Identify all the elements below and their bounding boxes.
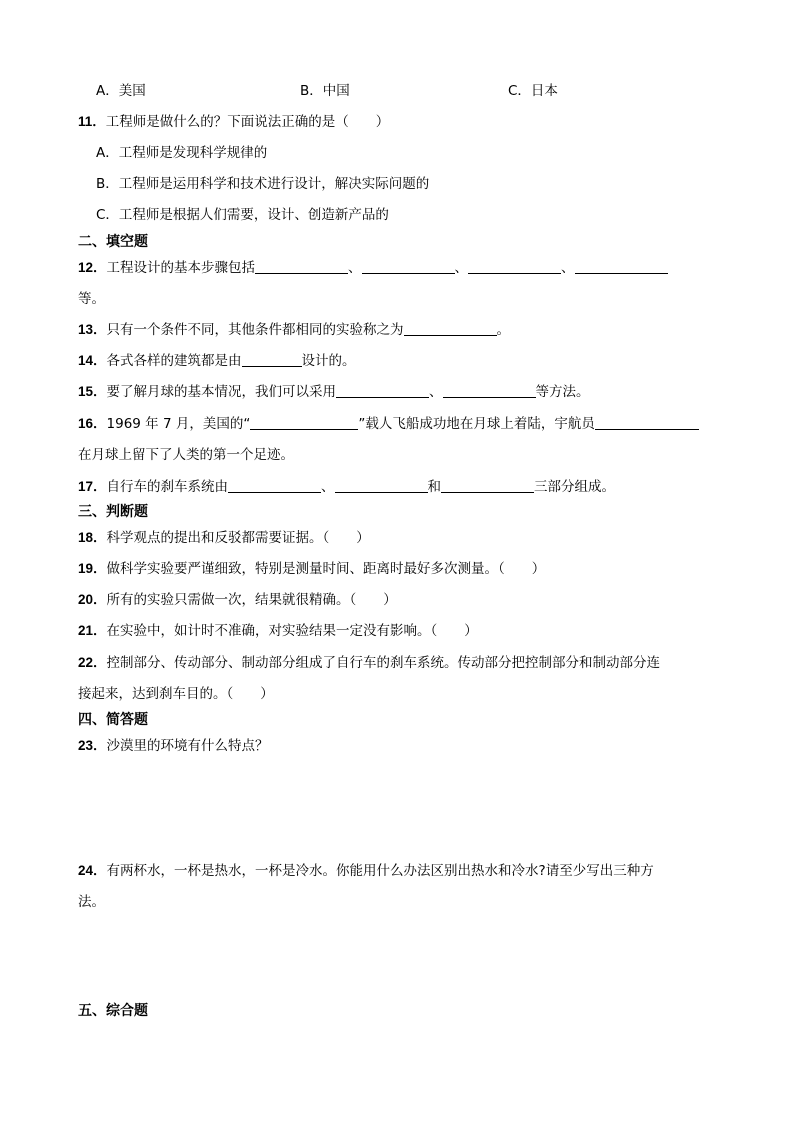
- answer-blank[interactable]: [242, 352, 302, 367]
- question-text: 有两杯水，一杯是热水，一杯是冷水。你能用什么办法区别出热水和冷水?请至少写出三种方: [106, 863, 654, 879]
- question-21: [78, 621, 478, 641]
- question-number: 19．: [78, 561, 107, 576]
- answer-blank[interactable]: [575, 259, 668, 274]
- question-number: 17．: [78, 479, 107, 494]
- separator: 、: [321, 479, 335, 495]
- question-13: [78, 320, 510, 340]
- answer-blank[interactable]: [250, 415, 358, 430]
- question-number: 22．: [78, 655, 107, 670]
- separator: 、: [429, 384, 443, 400]
- question-number: 11．: [78, 114, 106, 129]
- q10-option-a: A．美国: [96, 83, 146, 99]
- question-text: 要了解月球的基本情况，我们可以采用: [106, 384, 337, 400]
- question-text: 做科学实验要严谨细致，特别是测量时间、距离时最好多次测量。（ ）: [106, 561, 546, 577]
- conjunction: 和: [427, 479, 442, 495]
- question-16: [78, 414, 699, 434]
- answer-blank[interactable]: [595, 415, 699, 430]
- answer-blank[interactable]: [443, 383, 536, 398]
- question-number: 14．: [78, 353, 107, 368]
- question-number: 16．: [78, 416, 107, 431]
- question-17: [78, 477, 615, 497]
- question-12-continued: 等。: [78, 291, 105, 307]
- question-12: [78, 258, 668, 278]
- answer-blank[interactable]: [404, 321, 497, 336]
- answer-blank[interactable]: [335, 478, 428, 493]
- question-text: 只有一个条件不同，其他条件都相同的实验称之为: [106, 322, 404, 338]
- question-20: [78, 590, 397, 610]
- answer-blank[interactable]: [468, 259, 561, 274]
- question-24: [78, 861, 654, 881]
- question-text: 自行车的刹车系统由: [106, 479, 229, 495]
- q11-option-a: A．工程师是发现科学规律的: [96, 145, 268, 161]
- question-15: [78, 382, 590, 402]
- question-text-end: 。: [496, 322, 511, 338]
- q10-option-c: C．日本: [508, 83, 558, 99]
- question-19: [78, 559, 545, 579]
- question-text: 沙漠里的环境有什么特点？: [106, 738, 269, 754]
- answer-blank[interactable]: [441, 478, 534, 493]
- question-text: 科学观点的提出和反驳都需要证据。（ ）: [106, 530, 370, 546]
- question-number: 18．: [78, 530, 107, 545]
- answer-blank[interactable]: [336, 383, 429, 398]
- question-24-continued: 法。: [78, 894, 105, 910]
- answer-blank[interactable]: [362, 259, 455, 274]
- question-text-end: 等方法。: [535, 384, 590, 400]
- question-text: 各式各样的建筑都是由: [106, 353, 242, 369]
- answer-blank[interactable]: [228, 478, 321, 493]
- q11-option-c: C．工程师是根据人们需要，设计、创造新产品的: [96, 207, 389, 223]
- section-heading-true-false: 三、判断题: [78, 504, 148, 520]
- question-23: [78, 736, 269, 756]
- section-heading-comprehensive: 五、综合题: [78, 1003, 148, 1019]
- question-16-continued: 在月球上留下了人类的第一个足迹。: [78, 447, 294, 463]
- question-text: 控制部分、传动部分、制动部分组成了自行车的刹车系统。传动部分把控制部分和制动部分连: [106, 655, 661, 671]
- question-14: [78, 351, 356, 371]
- question-text-mid: ”载人飞船成功地在月球上着陆，宇航员: [358, 416, 595, 432]
- question-text: 1969 年 7 月，美国的“: [106, 416, 251, 432]
- question-11: [78, 112, 389, 132]
- question-22-continued: 接起来，达到刹车目的。（ ）: [78, 686, 274, 702]
- question-number: 24．: [78, 863, 107, 878]
- separator: 、: [348, 260, 362, 276]
- separator: 、: [561, 260, 575, 276]
- q11-option-b: B．工程师是运用科学和技术进行设计，解决实际问题的: [96, 176, 430, 192]
- question-text: 工程师是做什么的？下面说法正确的是（ ）: [105, 114, 390, 130]
- question-number: 21．: [78, 623, 107, 638]
- question-text-end: 设计的。: [301, 353, 356, 369]
- question-text-end: 三部分组成。: [534, 479, 616, 495]
- question-text: 所有的实验只需做一次，结果就很精确。（ ）: [106, 592, 397, 608]
- section-heading-short-answer: 四、简答题: [78, 712, 148, 728]
- separator: 、: [454, 260, 469, 276]
- question-number: 13．: [78, 322, 107, 337]
- question-text: 在实验中，如计时不准确，对实验结果一定没有影响。（ ）: [106, 623, 478, 639]
- question-number: 23．: [78, 738, 107, 753]
- question-number: 20．: [78, 592, 107, 607]
- question-number: 12．: [78, 260, 107, 275]
- question-number: 15．: [78, 384, 107, 399]
- q10-option-b: B．中国: [300, 83, 350, 99]
- question-22: [78, 653, 660, 673]
- question-18: [78, 528, 370, 548]
- section-heading-fill-blank: 二、填空题: [78, 234, 148, 250]
- answer-blank[interactable]: [255, 259, 348, 274]
- question-text: 工程设计的基本步骤包括: [106, 260, 256, 276]
